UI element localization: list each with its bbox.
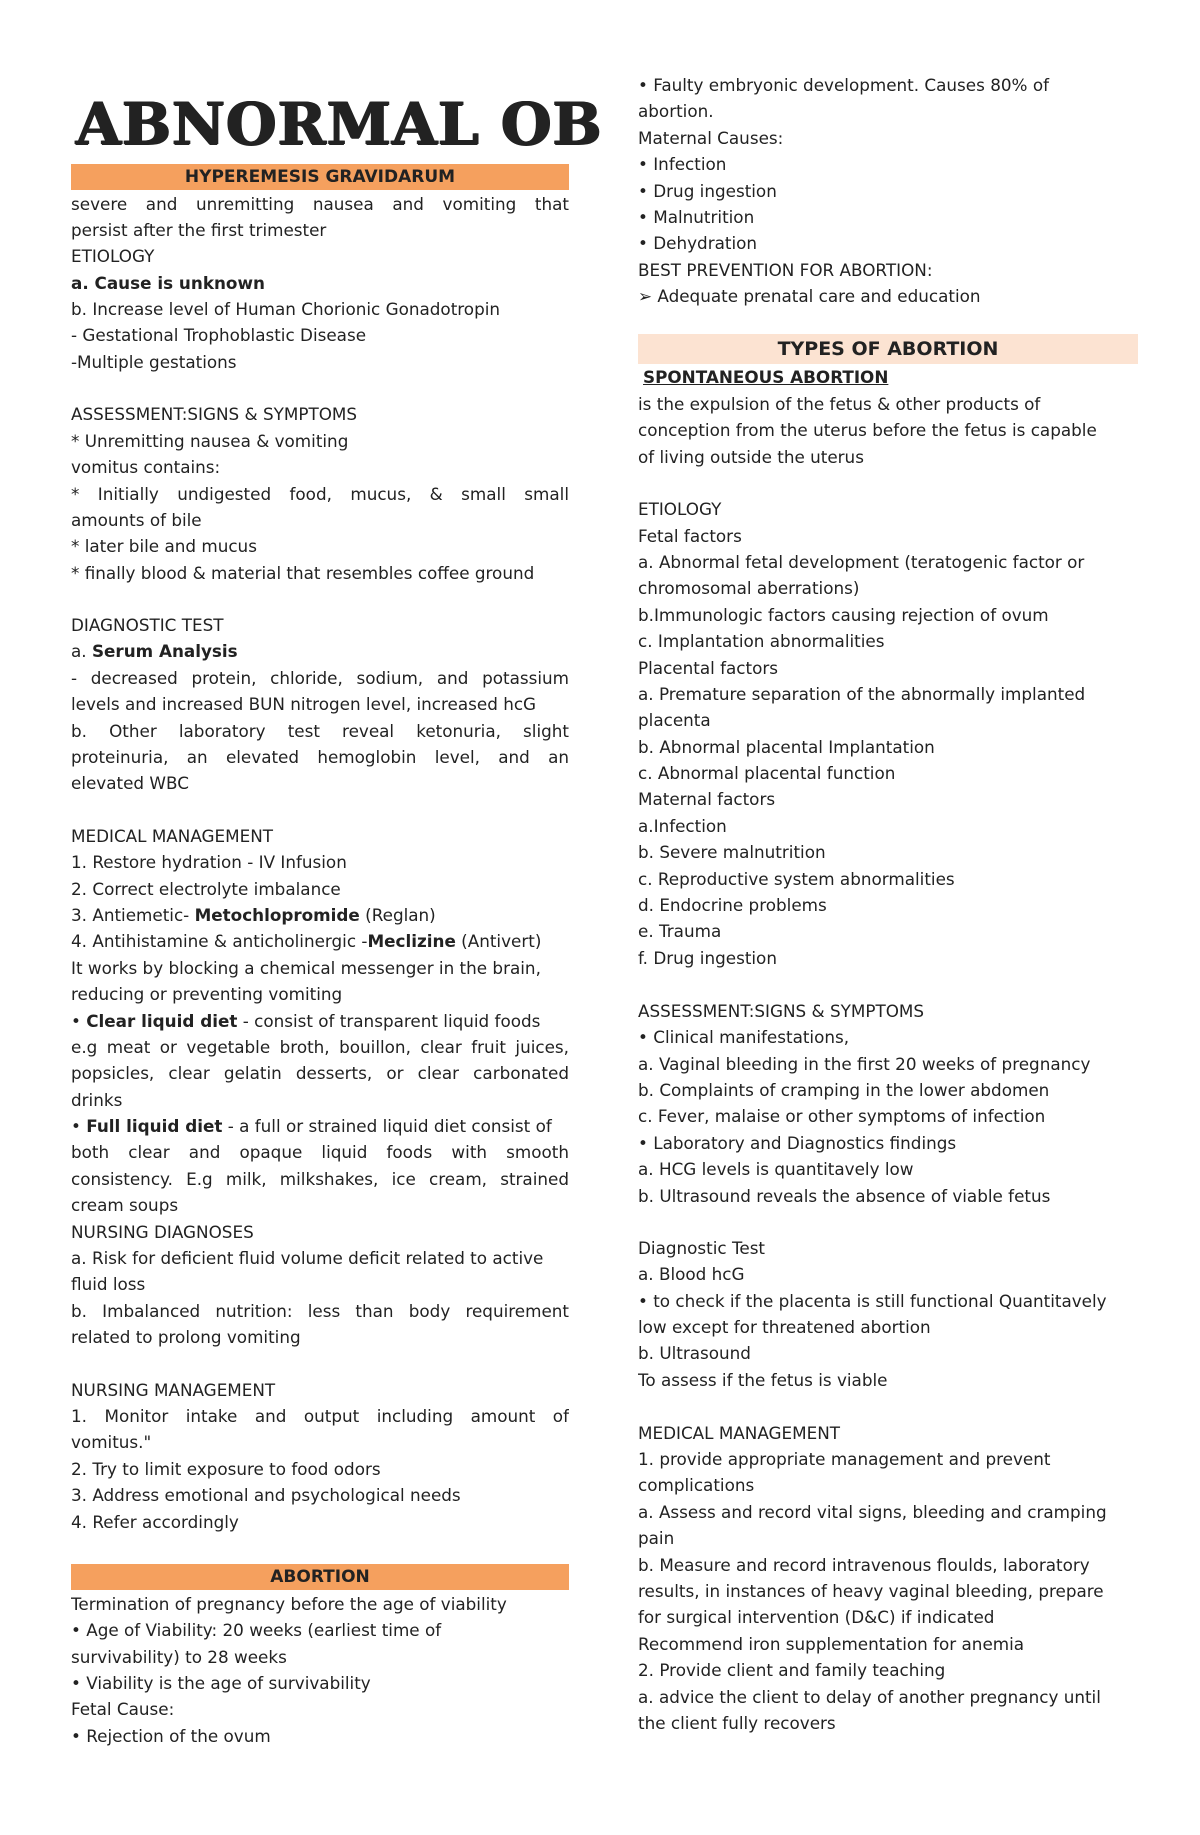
text-line: of living outside the uterus bbox=[638, 447, 864, 467]
text-line: * later bile and mucus bbox=[71, 536, 257, 556]
text-line: for surgical intervention (D&C) if indicated bbox=[638, 1607, 995, 1627]
text-line: a. HCG levels is quantitavely low bbox=[638, 1159, 914, 1179]
text-line: b. Ultrasound reveals the absence of viable fetus bbox=[638, 1186, 1051, 1206]
text-line: drinks bbox=[71, 1090, 123, 1110]
text-line: survivability) to 28 weeks bbox=[71, 1647, 287, 1667]
text-line: a. Assess and record vital signs, bleeding and cramping bbox=[638, 1502, 1107, 1522]
text-line: 1. Monitor intake and output including amount of bbox=[71, 1406, 569, 1426]
text-line: c. Fever, malaise or other symptoms of infection bbox=[638, 1106, 1046, 1126]
text-line: is the expulsion of the fetus & other products of bbox=[638, 394, 1041, 414]
text-line: -Multiple gestations bbox=[71, 352, 237, 372]
text-line: elevated WBC bbox=[71, 773, 189, 793]
text-line: d. Endocrine problems bbox=[638, 895, 827, 915]
text-line: b. Measure and record intravenous floulds, laboratory bbox=[638, 1555, 1090, 1575]
text-line: f. Drug ingestion bbox=[638, 948, 777, 968]
heading-assessment: ASSESSMENT:SIGNS & SYMPTOMS bbox=[71, 404, 358, 424]
heading-diagnostic-test: Diagnostic Test bbox=[638, 1238, 766, 1258]
text-line: - Gestational Trophoblastic Disease bbox=[71, 325, 367, 345]
text-line: proteinuria, an elevated hemoglobin level, and an bbox=[71, 747, 569, 767]
text-line: • Full liquid diet - a full or strained liquid diet consist of bbox=[71, 1116, 552, 1136]
text-line: amounts of bile bbox=[71, 510, 202, 530]
text-line: complications bbox=[638, 1475, 755, 1495]
text-line: b. Complaints of cramping in the lower abdomen bbox=[638, 1080, 1050, 1100]
text-line: both clear and opaque liquid foods with smooth bbox=[71, 1142, 569, 1162]
text-line: severe and unremitting nausea and vomiting that bbox=[71, 194, 569, 214]
text-line: vomitus contains: bbox=[71, 457, 221, 477]
text-line: • Rejection of the ovum bbox=[71, 1726, 271, 1746]
text-line: 1. provide appropriate management and prevent bbox=[638, 1449, 1051, 1469]
text-line: 4. Antihistamine & anticholinergic -Meclizine (Antivert) bbox=[71, 931, 542, 951]
text-line: Placental factors bbox=[638, 658, 779, 678]
text-line: a. Vaginal bleeding in the first 20 weeks of pregnancy bbox=[638, 1054, 1091, 1074]
text-line: Fetal factors bbox=[638, 526, 742, 546]
text-line: • Drug ingestion bbox=[638, 181, 777, 201]
text-line: • Dehydration bbox=[638, 233, 758, 253]
text-line: related to prolong vomiting bbox=[71, 1327, 301, 1347]
heading-best-prevention: BEST PREVENTION FOR ABORTION: bbox=[638, 260, 933, 280]
text-line: a. Premature separation of the abnormally implanted bbox=[638, 684, 1086, 704]
text-line: b. Ultrasound bbox=[638, 1343, 751, 1363]
text-line: levels and increased BUN nitrogen level, increased hcG bbox=[71, 694, 537, 714]
text-line: 2. Correct electrolyte imbalance bbox=[71, 879, 341, 899]
heading-etiology: ETIOLOGY bbox=[71, 246, 155, 266]
text-line: a. Blood hcG bbox=[638, 1264, 745, 1284]
text-line: c. Implantation abnormalities bbox=[638, 631, 885, 651]
text-line: a. Risk for deficient fluid volume deficit related to active bbox=[71, 1248, 544, 1268]
text-line: reducing or preventing vomiting bbox=[71, 984, 343, 1004]
text-line: results, in instances of heavy vaginal bleeding, prepare bbox=[638, 1581, 1104, 1601]
text-line: 4. Refer accordingly bbox=[71, 1512, 239, 1532]
heading-etiology: ETIOLOGY bbox=[638, 499, 722, 519]
text-line: 3. Address emotional and psychological needs bbox=[71, 1485, 461, 1505]
text-line: 2. Try to limit exposure to food odors bbox=[71, 1459, 381, 1479]
text-line: the client fully recovers bbox=[638, 1713, 836, 1733]
text-line: To assess if the fetus is viable bbox=[638, 1370, 888, 1390]
heading-medical-management: MEDICAL MANAGEMENT bbox=[71, 826, 274, 846]
text-line: c. Reproductive system abnormalities bbox=[638, 869, 955, 889]
text-line: - decreased protein, chloride, sodium, and potassium bbox=[71, 668, 569, 688]
text-line: popsicles, clear gelatin desserts, or clear carbonated bbox=[71, 1063, 569, 1083]
text-line: * Initially undigested food, mucus, & small small bbox=[71, 484, 569, 504]
text-line: • Clinical manifestations, bbox=[638, 1027, 850, 1047]
heading-nursing-diagnoses: NURSING DIAGNOSES bbox=[71, 1222, 254, 1242]
text-line: 2. Provide client and family teaching bbox=[638, 1660, 946, 1680]
text-line: e.g meat or vegetable broth, bouillon, clear fruit juices, bbox=[71, 1037, 569, 1057]
section-header-abortion: ABORTION bbox=[71, 1564, 569, 1590]
text-line: • Age of Viability: 20 weeks (earliest time of bbox=[71, 1620, 442, 1640]
text-line: Fetal Cause: bbox=[71, 1699, 175, 1719]
subheading-spontaneous-abortion: SPONTANEOUS ABORTION bbox=[643, 367, 889, 387]
section-header-types-of-abortion: TYPES OF ABORTION bbox=[638, 334, 1138, 364]
text-line: b. Other laboratory test reveal ketonuria, slight bbox=[71, 721, 569, 741]
text-line: low except for threatened abortion bbox=[638, 1317, 931, 1337]
text-line: b. Abnormal placental Implantation bbox=[638, 737, 935, 757]
text-line: fluid loss bbox=[71, 1274, 146, 1294]
text-line: placenta bbox=[638, 710, 711, 730]
text-line: persist after the first trimester bbox=[71, 220, 327, 240]
page-title: ABNORMAL OB bbox=[76, 90, 603, 158]
text-line: pain bbox=[638, 1528, 675, 1548]
text-line: • Laboratory and Diagnostics findings bbox=[638, 1133, 957, 1153]
text-line: b.Immunologic factors causing rejection of ovum bbox=[638, 605, 1049, 625]
text-line: e. Trauma bbox=[638, 921, 722, 941]
text-line: a. Serum Analysis bbox=[71, 641, 238, 661]
text-line: vomitus." bbox=[71, 1432, 152, 1452]
text-line: Maternal factors bbox=[638, 789, 776, 809]
text-line: a. Cause is unknown bbox=[71, 273, 265, 293]
heading-assessment: ASSESSMENT:SIGNS & SYMPTOMS bbox=[638, 1001, 925, 1021]
heading-nursing-management: NURSING MANAGEMENT bbox=[71, 1380, 276, 1400]
text-line: b. Imbalanced nutrition: less than body requirement bbox=[71, 1301, 569, 1321]
text-line: • to check if the placenta is still functional Quantitavely bbox=[638, 1291, 1107, 1311]
text-line: 1. Restore hydration - IV Infusion bbox=[71, 852, 347, 872]
text-line: 3. Antiemetic- Metochlopromide (Reglan) bbox=[71, 905, 436, 925]
text-line: * finally blood & material that resembles coffee ground bbox=[71, 563, 535, 583]
text-line: Maternal Causes: bbox=[638, 128, 784, 148]
text-line: • Faulty embryonic development. Causes 80% of bbox=[638, 75, 1050, 95]
text-line: abortion. bbox=[638, 101, 714, 121]
text-line: • Infection bbox=[638, 154, 727, 174]
text-line: b. Severe malnutrition bbox=[638, 842, 826, 862]
text-line: • Viability is the age of survivability bbox=[71, 1673, 371, 1693]
text-line: ➢ Adequate prenatal care and education bbox=[638, 286, 981, 306]
text-line: chromosomal aberrations) bbox=[638, 578, 860, 598]
text-line: * Unremitting nausea & vomiting bbox=[71, 431, 349, 451]
text-line: a.Infection bbox=[638, 816, 727, 836]
heading-medical-management: MEDICAL MANAGEMENT bbox=[638, 1423, 841, 1443]
text-line: Recommend iron supplementation for anemia bbox=[638, 1634, 1025, 1654]
text-line: It works by blocking a chemical messenger in the brain, bbox=[71, 958, 541, 978]
text-line: consistency. E.g milk, milkshakes, ice cream, strained bbox=[71, 1169, 569, 1189]
text-line: a. advice the client to delay of another pregnancy until bbox=[638, 1687, 1101, 1707]
text-line: Termination of pregnancy before the age of viability bbox=[71, 1594, 507, 1614]
text-line: • Malnutrition bbox=[638, 207, 755, 227]
text-line: conception from the uterus before the fetus is capable bbox=[638, 420, 1097, 440]
heading-diagnostic-test: DIAGNOSTIC TEST bbox=[71, 615, 224, 635]
section-header-hyperemesis: HYPEREMESIS GRAVIDARUM bbox=[71, 164, 569, 190]
text-line: • Clear liquid diet - consist of transparent liquid foods bbox=[71, 1011, 541, 1031]
text-line: a. Abnormal fetal development (teratogenic factor or bbox=[638, 552, 1085, 572]
text-line: b. Increase level of Human Chorionic Gonadotropin bbox=[71, 299, 501, 319]
text-line: c. Abnormal placental function bbox=[638, 763, 896, 783]
text-line: cream soups bbox=[71, 1195, 179, 1215]
